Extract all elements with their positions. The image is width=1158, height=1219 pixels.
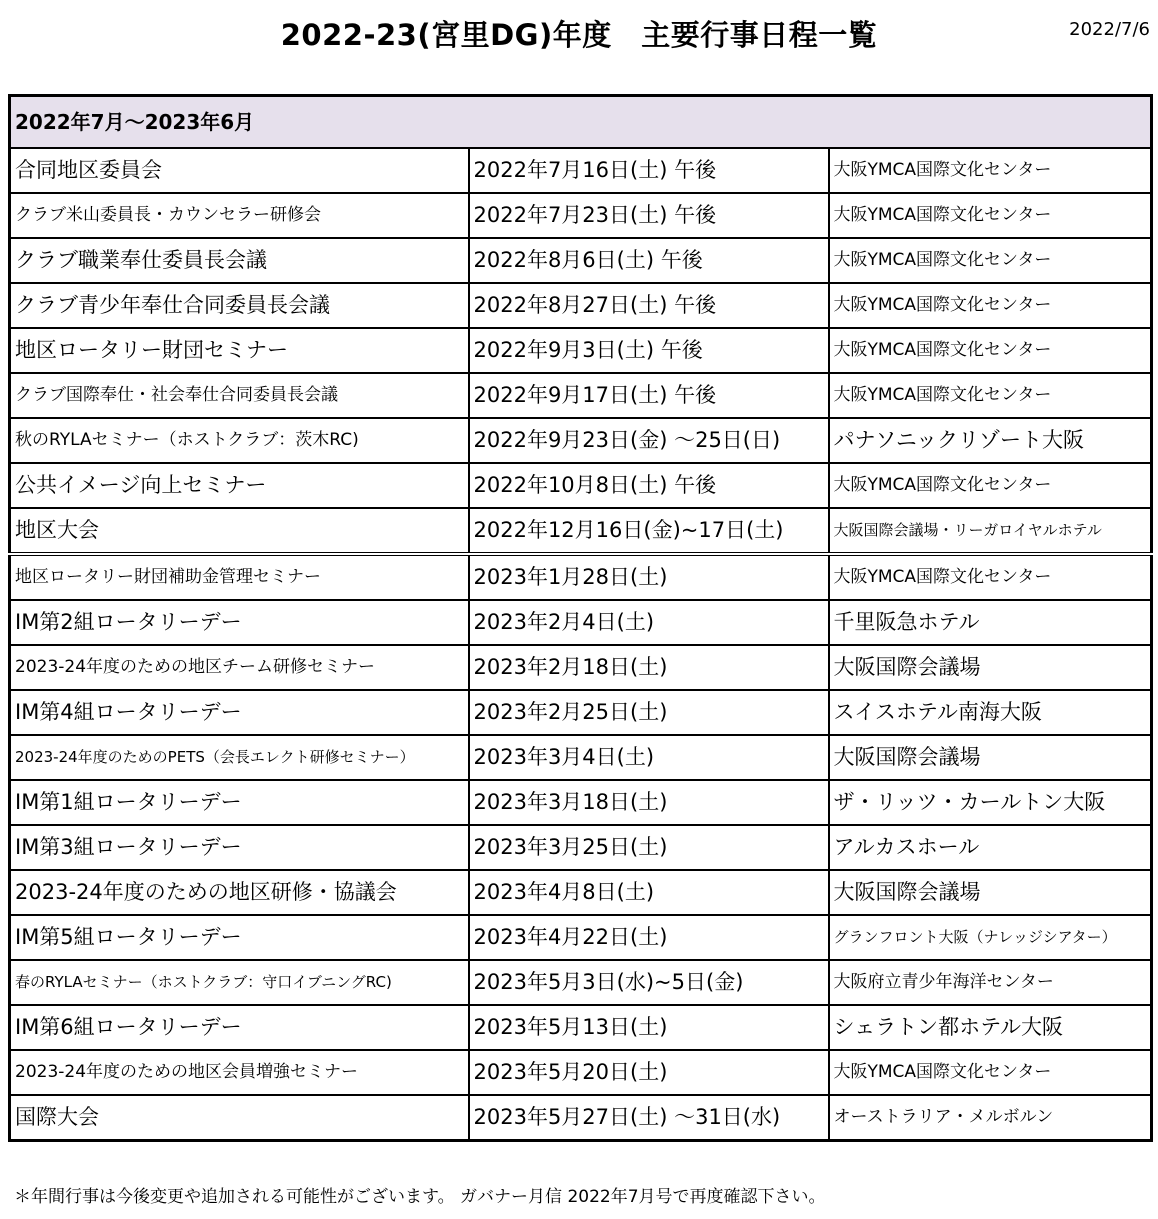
table-row xyxy=(10,825,1152,870)
table-row xyxy=(10,373,1152,418)
footer-note: ＊年間行事は今後変更や追加される可能性がございます。 ガバナー月信 2022年7月号で再度確認下さい。 xyxy=(14,1187,826,1207)
event-name: IM第4組ロータリーデー xyxy=(10,690,469,735)
event-date: 2023年2月18日(土) xyxy=(469,645,829,690)
event-name: IM第6組ロータリーデー xyxy=(10,1005,469,1050)
event-name: IM第1組ロータリーデー xyxy=(10,780,469,825)
event-venue: 大阪YMCA国際文化センター xyxy=(829,283,1152,328)
page-title: 2022-23(宮里DG)年度 主要行事日程一覧 xyxy=(280,18,878,52)
event-name: 地区大会 xyxy=(10,508,469,554)
event-date: 2022年9月17日(土) 午後 xyxy=(469,373,829,418)
event-name: 地区ロータリー財団補助金管理セミナー xyxy=(10,554,469,600)
event-date: 2023年1月28日(土) xyxy=(469,554,829,600)
event-date: 2023年5月13日(土) xyxy=(469,1005,829,1050)
table-row xyxy=(10,418,1152,463)
table-row xyxy=(10,735,1152,780)
event-name: クラブ国際奉仕・社会奉仕合同委員長会議 xyxy=(10,373,469,418)
event-name: 2023-24年度のための地区チーム研修セミナー xyxy=(10,645,469,690)
event-venue: 大阪YMCA国際文化センター xyxy=(829,148,1152,193)
event-venue: 大阪国際会議場・リーガロイヤルホテル xyxy=(829,508,1152,554)
event-venue: 大阪YMCA国際文化センター xyxy=(829,554,1152,600)
table-row xyxy=(10,690,1152,735)
event-name: 春のRYLAセミナー（ホストクラブ：守口イブニングRC) xyxy=(10,960,469,1005)
event-name: クラブ米山委員長・カウンセラー研修会 xyxy=(10,193,469,238)
event-name: IM第5組ロータリーデー xyxy=(10,915,469,960)
document-date: 2022/7/6 xyxy=(1069,19,1150,40)
table-row xyxy=(10,283,1152,328)
table-row xyxy=(10,645,1152,690)
schedule-table xyxy=(8,94,1153,1142)
table-row xyxy=(10,1005,1152,1050)
event-date: 2023年2月25日(土) xyxy=(469,690,829,735)
event-name: 公共イメージ向上セミナー xyxy=(10,463,469,508)
event-date: 2023年3月4日(土) xyxy=(469,735,829,780)
event-venue: 大阪国際会議場 xyxy=(829,735,1152,780)
event-date: 2023年4月22日(土) xyxy=(469,915,829,960)
event-venue: 大阪国際会議場 xyxy=(829,870,1152,915)
event-date: 2023年2月4日(土) xyxy=(469,600,829,645)
event-name: 2023-24年度のためのPETS（会長エレクト研修セミナー） xyxy=(10,735,469,780)
event-venue: グランフロント大阪（ナレッジシアター） xyxy=(829,915,1152,960)
event-venue: ザ・リッツ・カールトン大阪 xyxy=(829,780,1152,825)
event-date: 2022年8月27日(土) 午後 xyxy=(469,283,829,328)
event-venue: 大阪YMCA国際文化センター xyxy=(829,373,1152,418)
table-row xyxy=(10,780,1152,825)
event-venue: 千里阪急ホテル xyxy=(829,600,1152,645)
event-venue: 大阪YMCA国際文化センター xyxy=(829,238,1152,283)
event-name: IM第2組ロータリーデー xyxy=(10,600,469,645)
table-row xyxy=(10,600,1152,645)
event-name: 秋のRYLAセミナー（ホストクラブ：茨木RC) xyxy=(10,418,469,463)
event-date: 2023年4月8日(土) xyxy=(469,870,829,915)
event-name: クラブ青少年奉仕合同委員長会議 xyxy=(10,283,469,328)
event-venue: 大阪国際会議場 xyxy=(829,645,1152,690)
event-name: クラブ職業奉仕委員長会議 xyxy=(10,238,469,283)
event-name: 2023-24年度のための地区会員増強セミナー xyxy=(10,1050,469,1095)
event-name: 2023-24年度のための地区研修・協議会 xyxy=(10,870,469,915)
event-name: 国際大会 xyxy=(10,1095,469,1141)
event-date: 2022年7月23日(土) 午後 xyxy=(469,193,829,238)
event-date: 2022年9月23日(金) ～25日(日) xyxy=(469,418,829,463)
event-date: 2022年10月8日(土) 午後 xyxy=(469,463,829,508)
table-row xyxy=(10,193,1152,238)
event-date: 2022年7月16日(土) 午後 xyxy=(469,148,829,193)
event-venue: 大阪府立青少年海洋センター xyxy=(829,960,1152,1005)
event-name: 地区ロータリー財団セミナー xyxy=(10,328,469,373)
event-name: IM第3組ロータリーデー xyxy=(10,825,469,870)
table-row xyxy=(10,960,1152,1005)
table-row xyxy=(10,463,1152,508)
period-label: 2022年7月～2023年6月 xyxy=(10,96,1152,149)
table-row xyxy=(10,915,1152,960)
event-date: 2023年5月20日(土) xyxy=(469,1050,829,1095)
period-header-row xyxy=(10,96,1152,149)
event-date: 2022年12月16日(金)~17日(土) xyxy=(469,508,829,554)
table-row xyxy=(10,870,1152,915)
event-date: 2023年3月18日(土) xyxy=(469,780,829,825)
table-row xyxy=(10,238,1152,283)
table-row xyxy=(10,1095,1152,1141)
table-row xyxy=(10,554,1152,600)
event-venue: スイスホテル南海大阪 xyxy=(829,690,1152,735)
event-date: 2023年5月27日(土) ～31日(水) xyxy=(469,1095,829,1141)
table-row xyxy=(10,508,1152,554)
event-venue: 大阪YMCA国際文化センター xyxy=(829,1050,1152,1095)
table-row xyxy=(10,328,1152,373)
event-venue: 大阪YMCA国際文化センター xyxy=(829,463,1152,508)
event-venue: パナソニックリゾート大阪 xyxy=(829,418,1152,463)
event-venue: 大阪YMCA国際文化センター xyxy=(829,328,1152,373)
event-venue: シェラトン都ホテル大阪 xyxy=(829,1005,1152,1050)
table-row xyxy=(10,148,1152,193)
event-venue: アルカスホール xyxy=(829,825,1152,870)
event-name: 合同地区委員会 xyxy=(10,148,469,193)
event-date: 2023年5月3日(水)~5日(金) xyxy=(469,960,829,1005)
table-row xyxy=(10,1050,1152,1095)
event-date: 2022年9月3日(土) 午後 xyxy=(469,328,829,373)
event-venue: 大阪YMCA国際文化センター xyxy=(829,193,1152,238)
event-date: 2023年3月25日(土) xyxy=(469,825,829,870)
event-venue: オーストラリア・メルボルン xyxy=(829,1095,1152,1141)
event-date: 2022年8月6日(土) 午後 xyxy=(469,238,829,283)
